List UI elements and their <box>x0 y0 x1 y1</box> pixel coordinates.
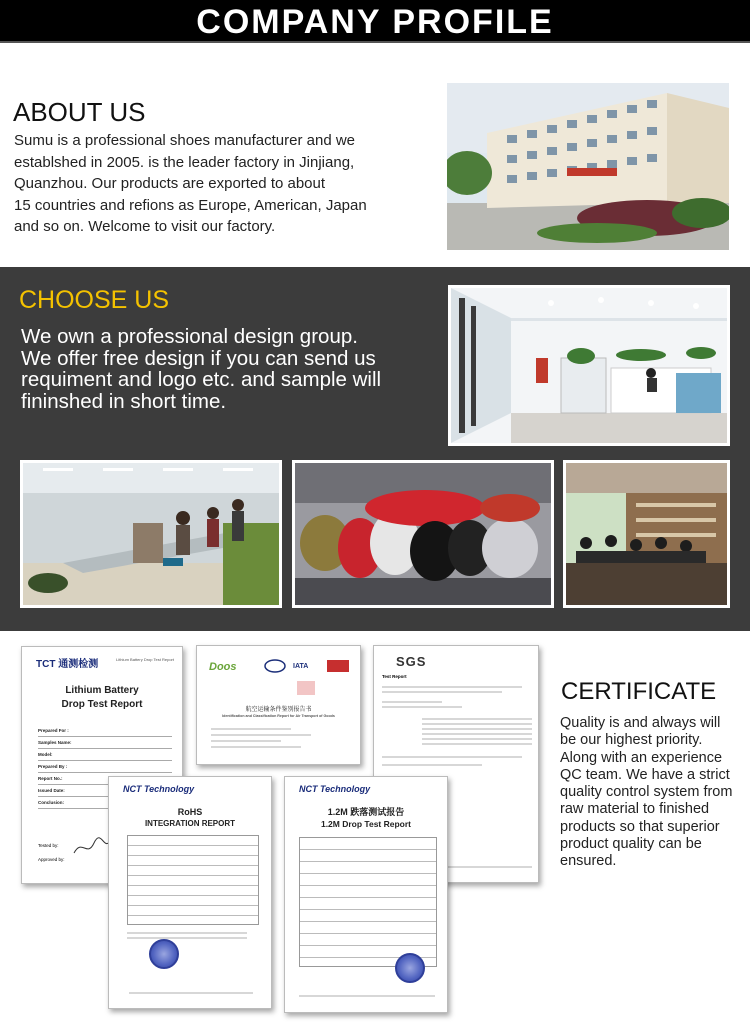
about-line: Sumu is a professional shoes manufacturer and we <box>14 132 356 149</box>
text-line <box>382 701 442 703</box>
rohs-title-2: INTEGRATION REPORT <box>144 819 236 828</box>
about-us-heading: ABOUT US <box>13 97 146 127</box>
factory-building-photo <box>447 83 729 250</box>
tct-label: Issued Date: <box>38 785 172 797</box>
sgs-tag: Test Report <box>382 674 407 679</box>
text-line <box>422 718 532 720</box>
tct-tested-by: Tested by: <box>38 843 59 848</box>
company-profile-banner <box>0 0 750 43</box>
text-line <box>299 995 435 997</box>
choose-line: fininshed in short time. <box>21 389 227 413</box>
rohs-title-1: RoHS <box>177 807 203 817</box>
text-line <box>211 740 281 742</box>
tct-header-tag: Lithium Battery Drop Test Report <box>116 657 174 662</box>
about-line: Quanzhou. Our products are exported to about <box>14 175 326 192</box>
cert-line: Quality is and always will <box>560 715 721 731</box>
tct-label: Prepared By : <box>38 761 172 773</box>
tct-title-2: Drop Test Report <box>61 699 143 710</box>
cert-line: ensured. <box>560 853 617 870</box>
rohs-integration-report <box>108 776 272 1009</box>
tct-label: Model: <box>38 749 172 761</box>
text-line <box>422 743 532 745</box>
text-line <box>382 756 522 758</box>
drop-title-cn: 1.2M 跌落测试报告 <box>327 807 405 817</box>
cert-line: product quality can be <box>560 836 702 853</box>
cert-line: Along with an experience <box>560 749 723 766</box>
air-transport-report <box>196 645 361 765</box>
air-title-en: Identification and Classification Report for Air Transport of Goods <box>222 714 335 718</box>
banner-title: COMPANY PROFILE <box>196 3 554 41</box>
text-line <box>422 738 532 740</box>
office-photo <box>448 285 730 446</box>
choose-line: We own a professional design group. <box>21 325 358 348</box>
text-line <box>382 706 462 708</box>
nct-logo: NCT Technology <box>123 784 195 794</box>
text-line <box>211 728 291 730</box>
cert-line: QC team. We have a strict <box>560 766 730 783</box>
drop-table <box>299 837 437 967</box>
about-line: and so on. Welcome to visit our factory. <box>14 218 276 235</box>
about-us-text <box>14 130 414 238</box>
about-line: establshed in 2005. is the leader factory in Jinjiang, <box>14 153 355 171</box>
tct-approved-by: Approved by: <box>38 857 65 862</box>
text-line <box>129 992 253 994</box>
drop-title-en: 1.2M Drop Test Report <box>320 819 412 829</box>
air-red-stamp <box>297 681 315 695</box>
certificate-heading: CERTIFICATE <box>561 678 717 705</box>
tct-label: Report No.: <box>38 773 172 785</box>
about-line: 15 countries and refions as Europe, American, Japan <box>14 196 367 214</box>
choose-line: We offer free design if you can send us <box>21 346 376 370</box>
text-line <box>382 691 502 693</box>
svg-text:Doos: Doos <box>209 661 237 673</box>
tct-label: Conclusion: <box>38 797 172 809</box>
text-line <box>382 686 522 688</box>
tct-logo: TCT 通测检测 <box>36 659 99 670</box>
cert-line: quality control system from <box>560 784 733 801</box>
banner-divider <box>0 41 750 43</box>
sgs-logo: SGS <box>396 654 427 669</box>
air-title-cn: 航空运输条件鉴别报告书 <box>245 707 312 713</box>
text-line <box>127 932 247 934</box>
cert-line: be our highest priority. <box>560 732 703 749</box>
rohs-table <box>127 835 259 925</box>
certificate-text <box>560 715 745 871</box>
text-line <box>422 723 532 725</box>
air-report-logos <box>205 656 355 676</box>
showroom-photo <box>563 460 730 608</box>
text-line <box>127 937 247 939</box>
tct-label: Prepared For : <box>38 725 172 737</box>
certification-seal <box>149 939 179 969</box>
tct-label: Samples Name: <box>38 737 172 749</box>
cert-line: products so that superior <box>560 818 720 835</box>
text-line <box>422 728 532 730</box>
shoe-samples-photo <box>292 460 554 608</box>
choose-us-text <box>21 326 431 412</box>
production-line-photo <box>20 460 282 608</box>
choose-us-heading: CHOOSE US <box>19 286 170 314</box>
signature-mark <box>72 833 112 863</box>
text-line <box>211 746 301 748</box>
drop-test-report <box>284 776 448 1013</box>
nct-logo: NCT Technology <box>299 784 371 794</box>
text-line <box>211 734 311 736</box>
text-line <box>422 733 532 735</box>
text-line <box>382 764 482 766</box>
tct-title-1: Lithium Battery <box>65 685 139 696</box>
cert-line: raw material to finished <box>560 801 710 818</box>
choose-line: requiment and logo etc. and sample will <box>21 368 382 391</box>
iata-logo: IATA <box>293 663 309 670</box>
certification-seal <box>395 953 425 983</box>
